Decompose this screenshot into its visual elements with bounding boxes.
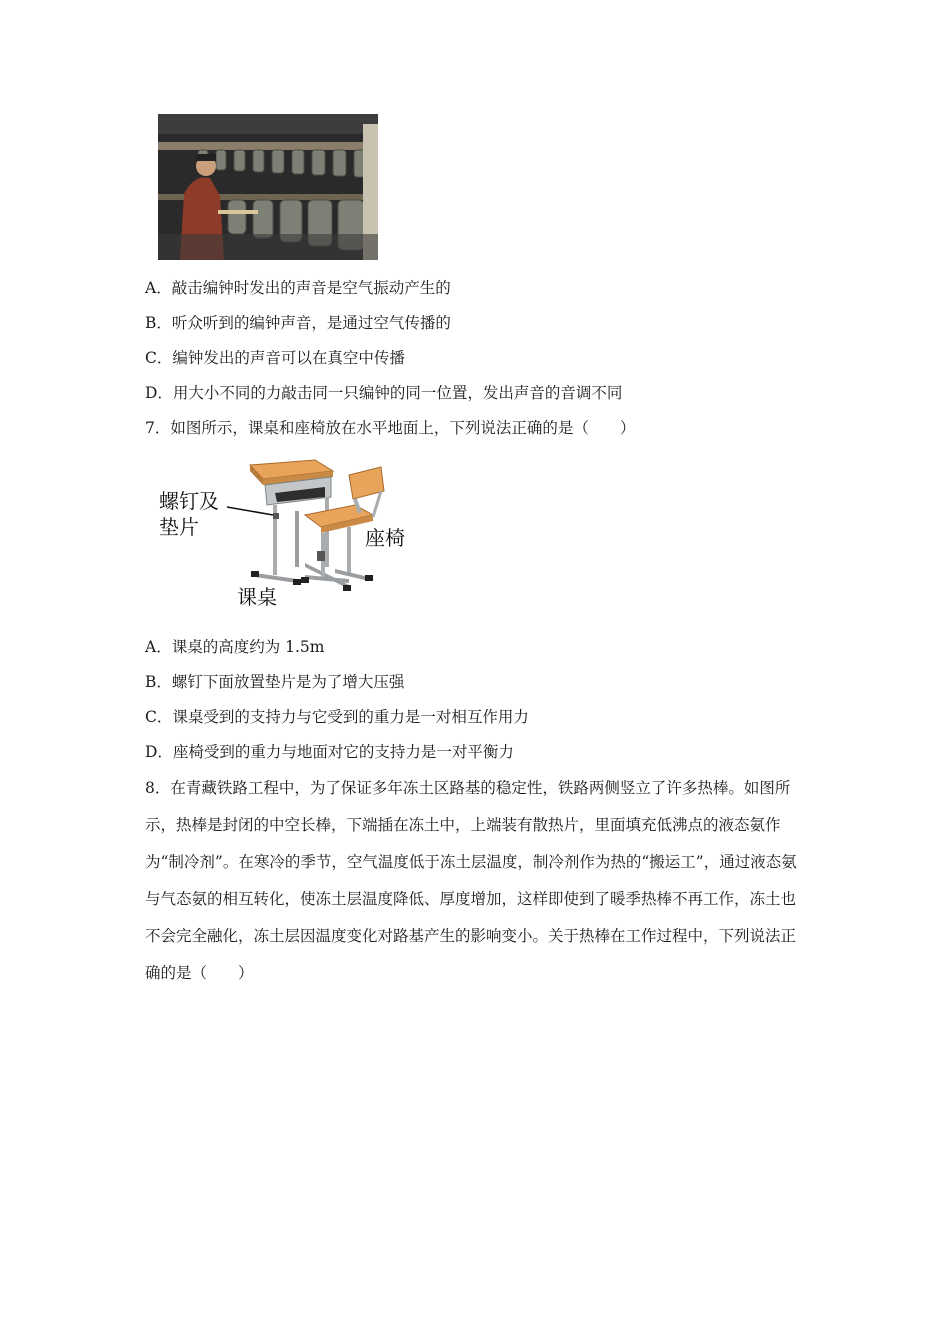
- chime-bells-photo: [158, 114, 378, 260]
- q7-option-b: B．螺钉下面放置垫片是为了增大压强: [145, 673, 405, 691]
- q6-option-c: C．编钟发出的声音可以在真空中传播: [145, 349, 405, 367]
- q6-option-a: A．敲击编钟时发出的声音是空气振动产生的: [145, 279, 451, 297]
- chime-bells-performance-photo-icon: [158, 114, 378, 260]
- q6-option-b: B．听众听到的编钟声音，是通过空气传播的: [145, 314, 451, 332]
- q7-stem: 7．如图所示，课桌和座椅放在水平地面上，下列说法正确的是（ ）: [145, 419, 636, 437]
- q7-option-d: D．座椅受到的重力与地面对它的支持力是一对平衡力: [145, 743, 514, 761]
- label-screw-line2: 垫片: [159, 515, 199, 539]
- label-screw-line1: 螺钉及: [159, 489, 219, 513]
- q8-stem: 8．在青藏铁路工程中，为了保证多年冻土区路基的稳定性，铁路两侧竖立了许多热棒。如图所示，热棒是封闭的中空长棒，下端插在冻土中，上端装有散热片，里面填充低沸点的液态氨作为“制冷剂”。在寒冷的季节，空气温度低于冻土层温度，制冷剂作为热的“搬运工”，通过液态氨与气态氨的相互转化，使冻土层温度降低、厚度增加，这样即使到了暖季热棒不再工作，冻土也不会完全融化，冻土层因温度变化对路基产生的影响变小。关于热棒在工作过程中，下列说法正确的是（ ）: [145, 779, 797, 982]
- label-desk: 课桌: [237, 585, 277, 609]
- q7-option-c: C．课桌受到的支持力与它受到的重力是一对相互作用力: [145, 708, 529, 726]
- q7-option-a: A．课桌的高度约为 1.5m: [145, 638, 325, 656]
- q6-option-d: D．用大小不同的力敲击同一只编钟的同一位置，发出声音的音调不同: [145, 384, 623, 402]
- desk-chair-figure: [155, 455, 415, 615]
- label-chair: 座椅: [365, 526, 405, 550]
